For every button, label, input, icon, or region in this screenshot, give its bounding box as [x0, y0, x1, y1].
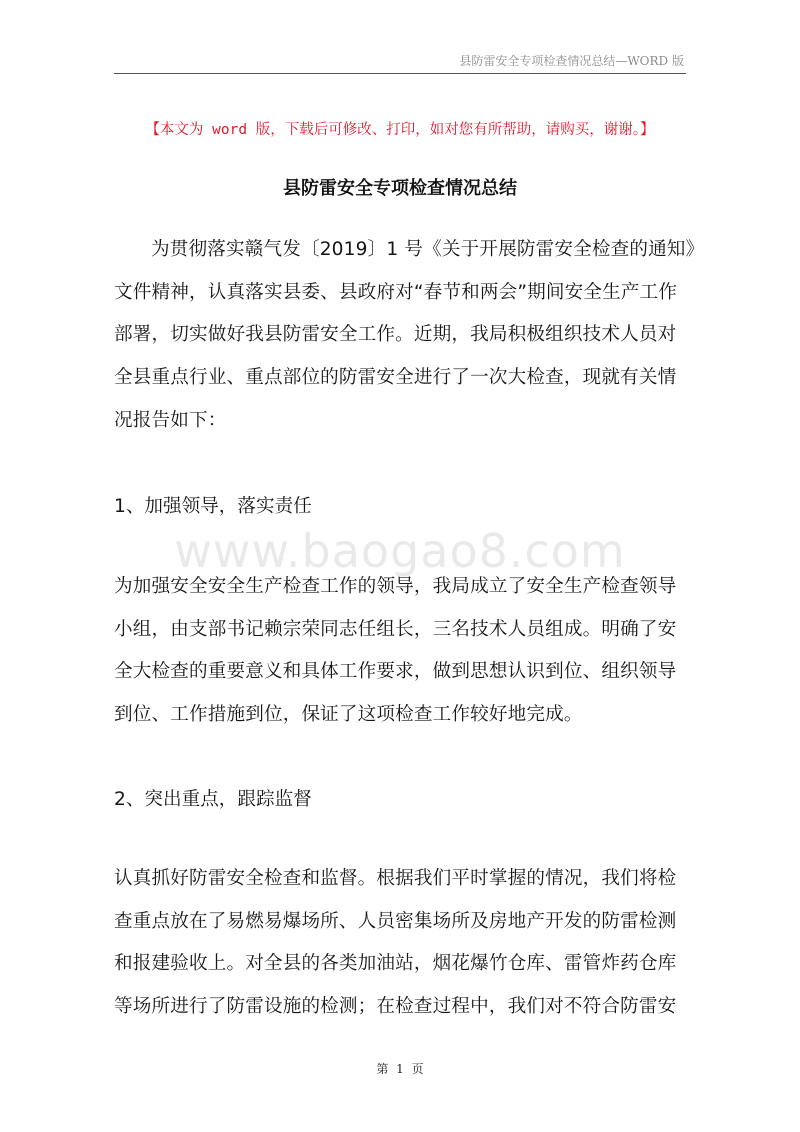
paragraph-line: 认真抓好防雷安全检查和监督。根据我们平时掌握的情况，我们将检 — [114, 868, 677, 889]
download-notice: 【本文为 word 版，下载后可修改、打印，如对您有所帮助，请购买，谢谢。】 — [145, 122, 655, 138]
header-divider — [114, 73, 686, 74]
page-number: 第 1 页 — [376, 1062, 424, 1076]
section-paragraph-1 — [114, 566, 686, 737]
section-heading-2: 2、突出重点，跟踪监督 — [114, 789, 312, 810]
watermark: www.baogao8.com — [174, 524, 626, 578]
paragraph-line: 况报告如下： — [114, 409, 227, 431]
paragraph-line: 等场所进行了防雷设施的检测；在检查过程中，我们对不符合防雷安 — [114, 996, 677, 1018]
paragraph-line: 为加强安全安全生产检查工作的领导，我局成立了安全生产检查领导 — [114, 576, 677, 597]
section-heading-1: 1、加强领导，落实责任 — [114, 496, 312, 517]
paragraph-line: 到位、工作措施到位，保证了这项检查工作较好地完成。 — [114, 704, 583, 726]
paragraph-line: 小组，由支部书记赖宗荣同志任组长，三名技术人员组成。明确了安 — [114, 618, 677, 640]
paragraph-line: 全县重点行业、重点部位的防雷安全进行了一次大检查，现就有关情 — [114, 367, 677, 389]
paragraph-line: 为贯彻落实赣气发〔2019〕1 号《关于开展防雷安全检查的通知》 — [151, 239, 705, 260]
running-header: 县防雷安全专项检查情况总结—WORD 版 — [459, 54, 684, 68]
paragraph-line: 部署，切实做好我县防雷安全工作。近期，我局积极组织技术人员对 — [114, 324, 677, 346]
paragraph-line: 和报建验收上。对全县的各类加油站，烟花爆竹仓库、雷管炸药仓库 — [114, 953, 677, 975]
paragraph-line: 查重点放在了易燃易爆场所、人员密集场所及房地产开发的防雷检测 — [114, 910, 677, 932]
intro-paragraph — [114, 229, 705, 443]
paragraph-line: 全大检查的重要意义和具体工作要求，做到思想认识到位、组织领导 — [114, 661, 677, 683]
paragraph-line: 文件精神，认真落实县委、县政府对“春节和两会”期间安全生产工作 — [114, 281, 678, 303]
section-paragraph-2 — [114, 858, 686, 1029]
document-title: 县防雷安全专项检查情况总结 — [283, 178, 517, 199]
